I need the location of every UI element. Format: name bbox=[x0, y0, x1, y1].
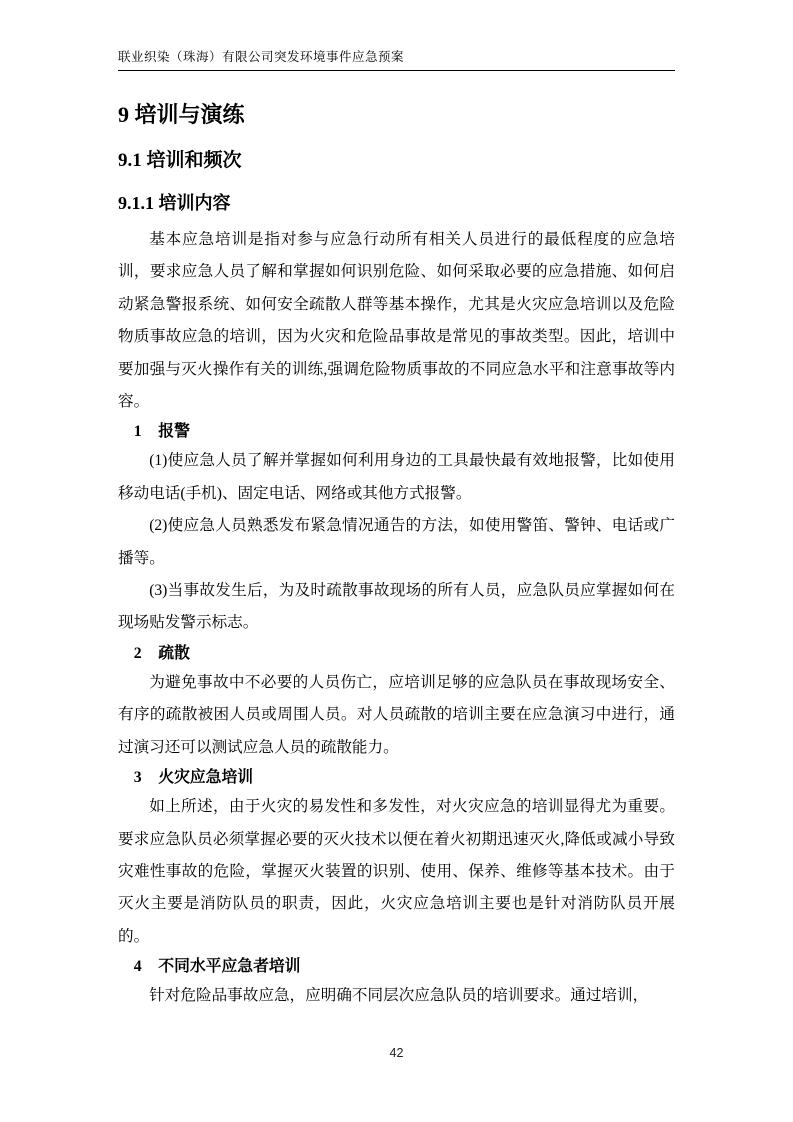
topic-number: 1 bbox=[133, 423, 142, 441]
body-paragraph: 如上所述，由于火灾的易发性和多发性，对火灾应急的培训显得尤为重要。要求应急队员必须掌握必要的灭火技术以便在着火初期迅速灭火,降低或减小导致灾难性事故的危险，掌握灭火装置的识别、使用、保养、维修等基本技术。由于灭火主要是消防队员的职责，因此，火灾应急培训主要也是针对消防队员开展的。 bbox=[118, 798, 675, 945]
header-title: 联业织染（珠海）有限公司突发环境事件应急预案 bbox=[118, 50, 405, 64]
body-paragraph: (3)当事故发生后，为及时疏散事故现场的所有人员，应急队员应掌握如何在现场贴发警示标志。 bbox=[118, 582, 675, 632]
training-topic-responder-levels bbox=[118, 953, 675, 1012]
training-topic-alarm bbox=[118, 418, 675, 639]
topic-number: 3 bbox=[133, 769, 142, 787]
topic-number: 4 bbox=[133, 958, 142, 976]
topic-title: 报警 bbox=[158, 423, 190, 441]
topic-heading bbox=[134, 640, 675, 667]
training-topic-evacuation bbox=[118, 640, 675, 764]
section-heading: 9.1 培训和频次 bbox=[118, 150, 242, 171]
page-header bbox=[118, 49, 675, 71]
body-paragraph: 为避免事故中不必要的人员伤亡，应培训足够的应急队员在事故现场安全、有序的疏散被困人员或周围人员。对人员疏散的培训主要在应急演习中进行，通过演习还可以测试应急人员的疏散能力。 bbox=[118, 673, 675, 756]
topic-heading bbox=[134, 953, 675, 980]
body-paragraph: (1)使应急人员了解并掌握如何利用身边的工具最快最有效地报警，比如使用移动电话(手机)、固定电话、网络或其他方式报警。 bbox=[118, 452, 675, 502]
training-topic-fire-emergency bbox=[118, 764, 675, 953]
page-number: 42 bbox=[389, 1046, 404, 1060]
topic-heading bbox=[134, 764, 675, 791]
topic-title: 不同水平应急者培训 bbox=[158, 958, 301, 976]
topic-heading bbox=[134, 418, 675, 445]
topic-title: 疏散 bbox=[158, 644, 190, 662]
subsection-heading: 9.1.1 培训内容 bbox=[118, 193, 231, 213]
body-paragraph: 针对危险品事故应急，应明确不同层次应急队员的培训要求。通过培训， bbox=[149, 987, 649, 1005]
chapter-heading: 9 培训与演练 bbox=[118, 102, 245, 127]
topic-number: 2 bbox=[133, 644, 142, 662]
topic-title: 火灾应急培训 bbox=[158, 769, 254, 787]
body-paragraph: (2)使应急人员熟悉发布紧急情况通告的方法，如使用警笛、警钟、电话或广播等。 bbox=[118, 517, 675, 567]
intro-paragraph: 基本应急培训是指对参与应急行动所有相关人员进行的最低程度的应急培训，要求应急人员了解和掌握如何识别危险、如何采取必要的应急措施、如何启动紧急警报系统、如何安全疏散人群等基本操作，尤其是火灾应急培训以及危险物质事故应急的培训，因为火灾和危险品事故是常见的事故类型。因此，培训中要加强与灭火操作有关的训练,强调危险物质事故的不同应急水平和注意事故等内容。 bbox=[118, 231, 675, 411]
